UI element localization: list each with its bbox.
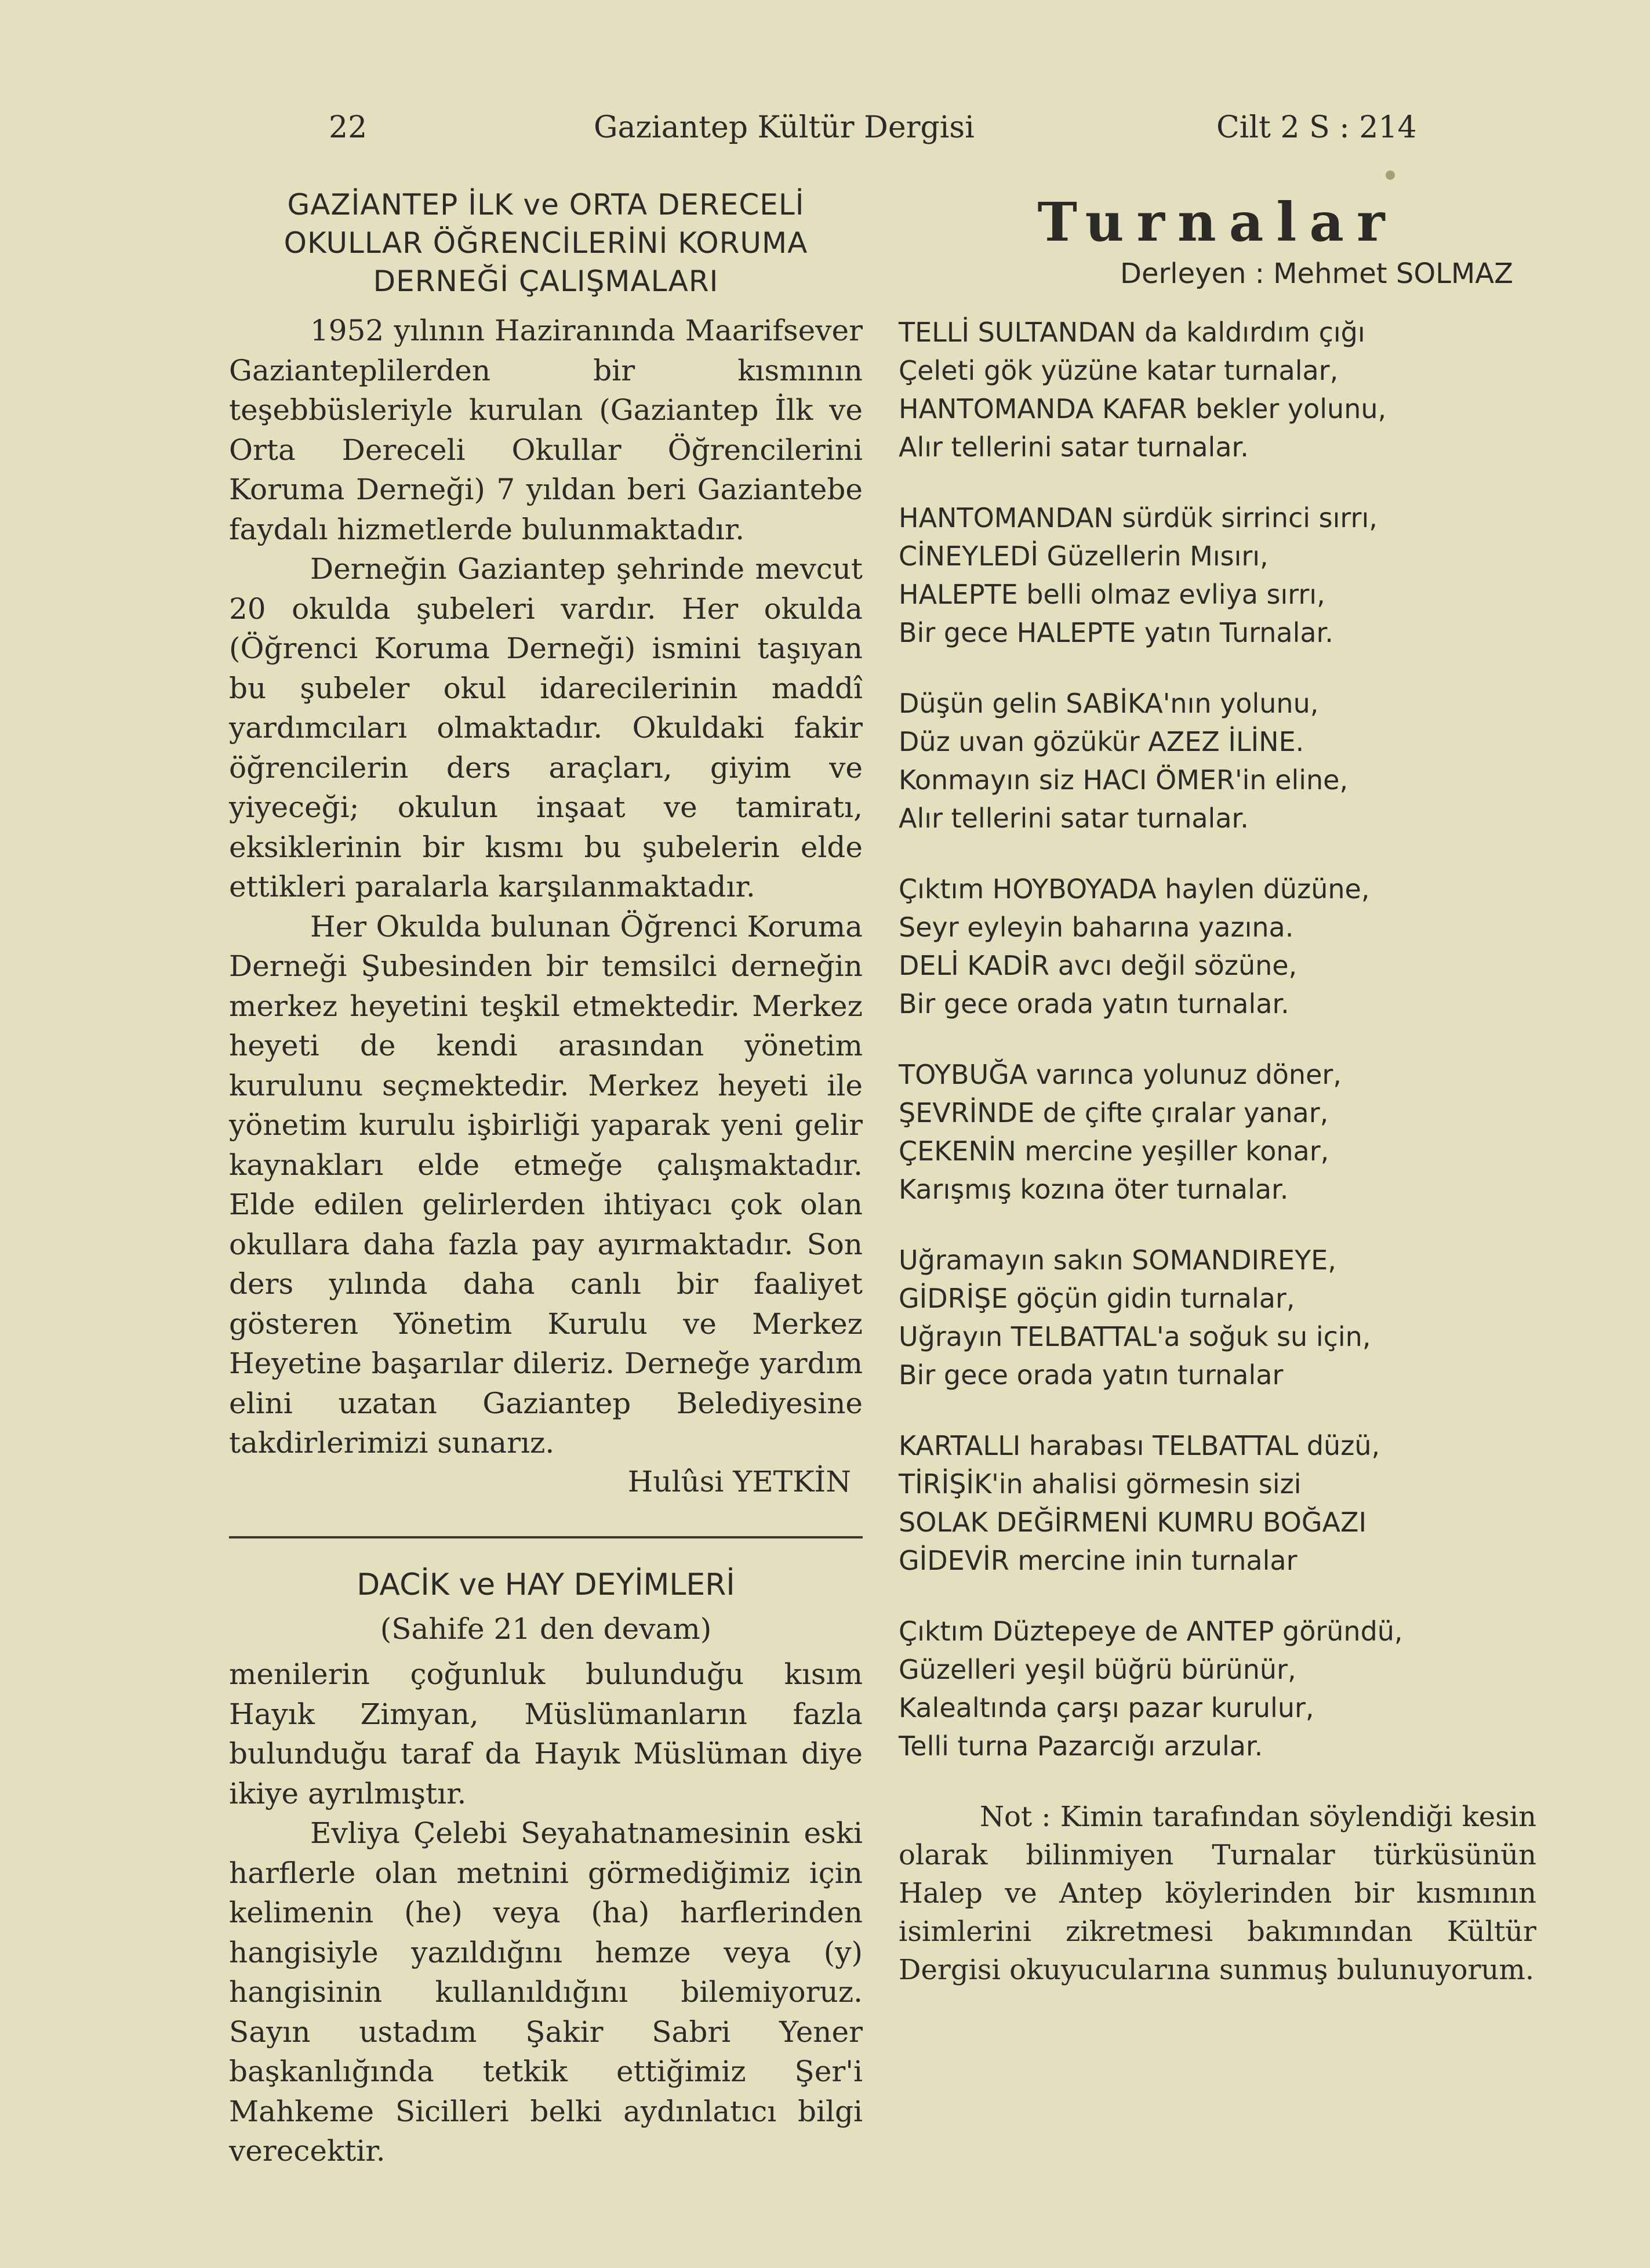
page-number: 22 [329, 110, 368, 145]
poem-verse: GİDEVİR mercine inin turnalar [899, 1545, 1298, 1576]
second-article-title: DACİK ve HAY DEYİMLERİ [357, 1567, 735, 1602]
poem-stanza [899, 499, 1536, 652]
section-divider [229, 1536, 863, 1538]
poem-verse: Uğramayın sakın SOMANDIREYE, [899, 1244, 1336, 1276]
poem-verse: Alır tellerini satar turnalar. [899, 803, 1249, 834]
poem-verse: Konmayın siz HACI ÖMER'in eline, [899, 764, 1349, 796]
poem-verse: GİDRİŞE göçün gidin turnalar, [899, 1283, 1295, 1314]
poem-verse: Güzelleri yeşil büğrü bürünür, [899, 1654, 1296, 1685]
poem-stanza [899, 870, 1536, 1023]
poem-verse: Bir gece orada yatın turnalar. [899, 988, 1289, 1019]
poem-verse: ŞEVRİNDE de çifte çıralar yanar, [899, 1097, 1329, 1128]
poem-verse: Seyr eyleyin baharına yazına. [899, 912, 1294, 943]
poem-compiler: Derleyen : Mehmet SOLMAZ [1120, 257, 1513, 290]
poem-verse: TİRİŞİK'in ahalisi görmesin sizi [899, 1468, 1302, 1500]
poem-stanza [899, 1427, 1536, 1580]
article-body [229, 311, 863, 1501]
poem-verse: DELİ KADİR avcı değil sözüne, [899, 950, 1298, 981]
article-title [229, 186, 863, 300]
poem-note [899, 1798, 1536, 1989]
poem-verse: TOYBUĞA varınca yolunuz döner, [899, 1059, 1342, 1090]
poem-verse: Telli turna Pazarcığı arzular. [899, 1730, 1263, 1762]
poem-stanza [899, 684, 1536, 837]
article-paragraph: Derneğin Gaziantep şehrinde mevcut 20 okulda şubeleri vardır. Her okulda (Öğrenci Koruma Derneği) ismini taşıyan bu şubeler okul idarecilerinin maddî yardımcıları olmaktadır. Okuldaki fakir öğrencilerin ders araçları, giyim ve yiyeceği; okulun inşaat ve tamiratı, eksiklerinin bir kısmı bu şubelerin elde ettikleri paralarla karşılanmaktadır. [229, 552, 863, 903]
poem-verse: Çeleti gök yüzüne katar turnalar, [899, 355, 1339, 386]
volume-issue: Cilt 2 S : 214 [1216, 110, 1417, 145]
poem-verse: Düz uvan gözükür AZEZ İLİNE. [899, 726, 1304, 757]
continuation-note: (Sahife 21 den devam) [380, 1612, 712, 1646]
poem-stanza [899, 1055, 1536, 1209]
article-title-line: DERNEĞİ ÇALIŞMALARI [373, 264, 719, 298]
article-paragraph: Evliya Çelebi Seyahatnamesinin eski harflerle olan metnini görmediğimiz için kelimenin (he) veya (ha) harflerinden hangisiyle yazıldığını hemze veya (y) hangisinin kullanıldığını bilemiyoruz. Sayın ustadım Şakir Sabri Yener başkanlığında tetkik ettiğimiz Şer'i Mahkeme Sicilleri belki aydınlatıcı bilgi verecektir. [229, 1816, 863, 2168]
second-article-body [229, 1654, 863, 2171]
article-title-line: GAZİANTEP İLK ve ORTA DERECELİ [287, 188, 805, 222]
poem-verse: CİNEYLEDİ Güzellerin Mısırı, [899, 540, 1269, 572]
poem-verse: HANTOMANDAN sürdük sirrinci sırrı, [899, 502, 1378, 534]
poem-verse: Karışmış kozına öter turnalar. [899, 1174, 1289, 1205]
poem-stanza [899, 1241, 1536, 1394]
poem-verse: Çıktım Düztepeye de ANTEP göründü, [899, 1616, 1403, 1647]
poem-verse: Alır tellerini satar turnalar. [899, 431, 1249, 463]
article-paragraph: Her Okulda bulunan Öğrenci Koruma Derneği Şubesinden bir temsilci derneğin merkez heyetini teşkil etmektedir. Merkez heyeti de kendi arasından yönetim kurulunu seçmektedir. Merkez heyeti ile yönetim kurulu işbirliği yaparak yeni gelir kaynakları elde etmeğe çalışmaktadır. Elde edilen gelirlerden ihtiyacı çok olan okullara daha fazla pay ayırmaktadır. Son ders yılında daha canlı bir faaliyet gösteren Yönetim Kurulu ve Merkez Heyetine başarılar dileriz. Derneğe yardım elini uzatan Gaziantep Belediyesine takdirlerimizi sunarız. [229, 909, 863, 1460]
poem-verse: TELLİ SULTANDAN da kaldırdım çığı [899, 317, 1365, 348]
poem-verse: HANTOMANDA KAFAR bekler yolunu, [899, 393, 1387, 424]
article-signature: Hulûsi YETKİN [627, 1464, 851, 1498]
poem-verse: Düşün gelin SABİKA'nın yolunu, [899, 688, 1319, 719]
poem-stanza [899, 1612, 1536, 1765]
poem-verse: Çıktım HOYBOYADA haylen düzüne, [899, 873, 1370, 905]
poem-verse: HALEPTE belli olmaz evliya sırrı, [899, 579, 1325, 610]
left-column [229, 186, 863, 2171]
ink-speck [1386, 170, 1395, 180]
article-title-line: OKULLAR ÖĞRENCİLERİNİ KORUMA [284, 226, 808, 260]
article-paragraph: menilerin çoğunluk bulunduğu kısım Hayık Zimyan, Müslümanların fazla bulunduğu taraf da Hayık Müslüman diye ikiye ayrılmıştır. [229, 1657, 863, 1810]
poem-verse: Bir gece orada yatın turnalar [899, 1359, 1284, 1391]
poem-title: Turnalar [1037, 191, 1398, 253]
poem-verse: Kalealtında çarşı pazar kurulur, [899, 1692, 1314, 1723]
poem-verse: Bir gece HALEPTE yatın Turnalar. [899, 617, 1333, 648]
poem-verse: Uğrayın TELBATTAL'a soğuk su için, [899, 1321, 1371, 1352]
poem-note-text: Not : Kimin tarafından söylendiği kesin olarak bilinmiyen Turnalar türküsünün Halep ve Antep köylerinden bir kısmının isimlerini zikretmesi bakımından Kültür Dergisi okuyucularına sunmuş bulunuyorum. [899, 1801, 1536, 1986]
article-paragraph: 1952 yılının Haziranında Maarifsever Gazianteplilerden bir kısmının teşebbüsleriyle kurulan (Gaziantep İlk ve Orta Dereceli Okullar Öğrencilerini Koruma Derneği) 7 yıldan beri Gaziantebe faydalı hizmetlerde bulunmaktadır. [229, 314, 863, 546]
poem-verse: KARTALLI harabası TELBATTAL düzü, [899, 1430, 1380, 1461]
poem-stanza [899, 313, 1536, 466]
poem-verse: SOLAK DEĞİRMENİ KUMRU BOĞAZI [899, 1507, 1367, 1538]
journal-title: Gaziantep Kültür Dergisi [594, 110, 975, 145]
right-column [899, 186, 1536, 1989]
page-header [0, 110, 1650, 162]
poem-verse: ÇEKENİN mercine yeşiller konar, [899, 1135, 1329, 1167]
